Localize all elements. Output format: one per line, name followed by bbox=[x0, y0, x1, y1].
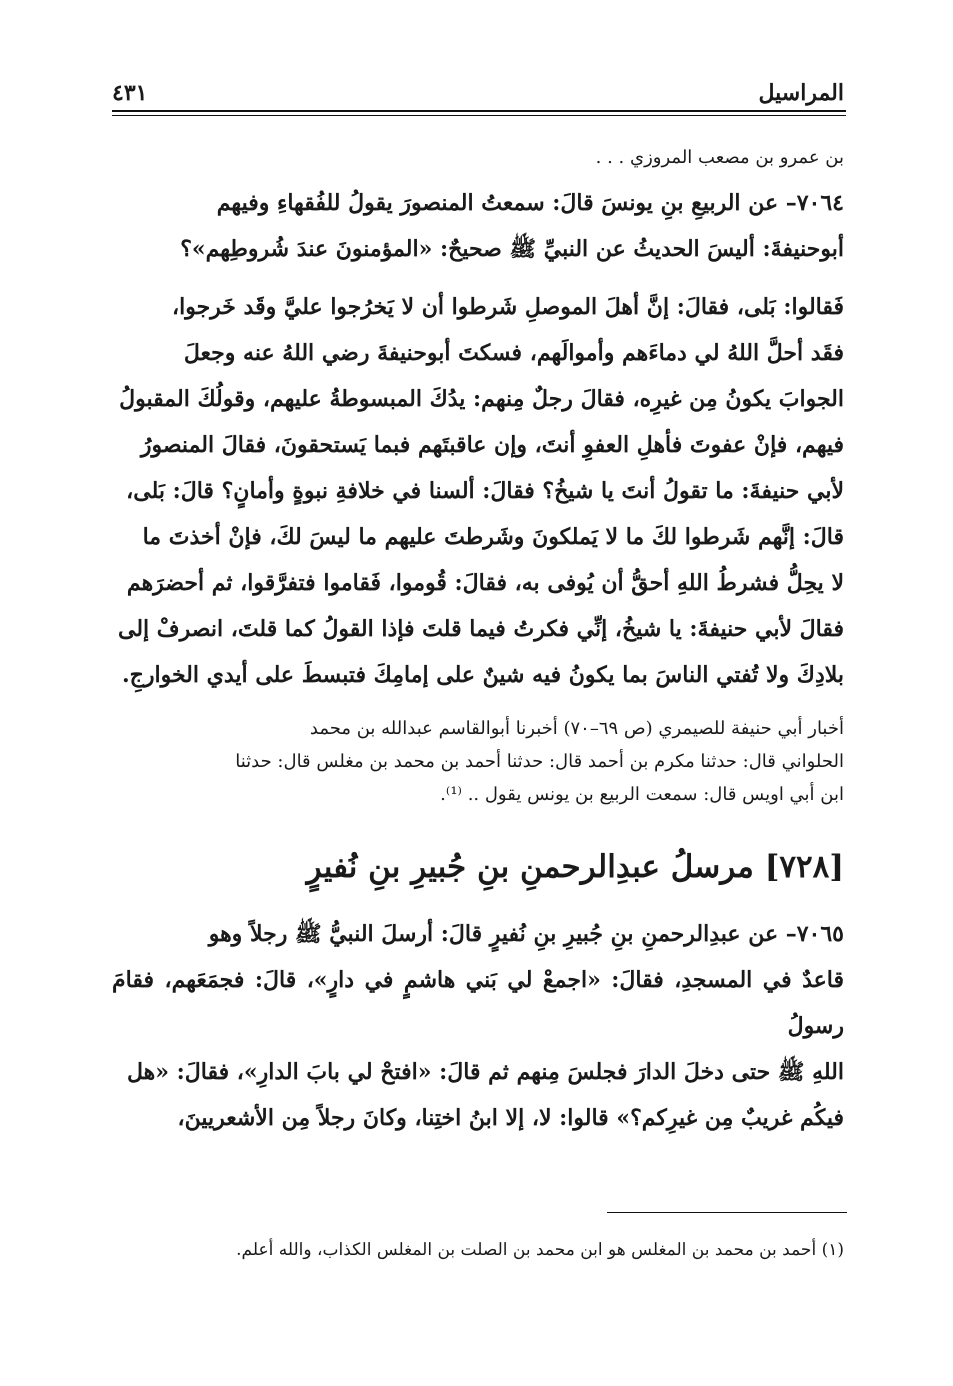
text-line: لأبي حنيفةَ: ما تقولُ أنتَ يا شيخُ؟ فقالَ: ألسنا في خلافةِ نبوةٍ وأمانٍ؟ قالَ: بَلى، bbox=[126, 478, 844, 504]
text-line: أبوحنيفةَ: أليسَ الحديثُ عن النبيِّ ﷺ صحيحٌ: «المؤمنونَ عندَ شُروطِهم»؟ bbox=[180, 236, 844, 262]
page-header bbox=[112, 76, 844, 106]
header-rule-thick bbox=[112, 110, 846, 112]
text-line: ٧٠٦٥– عن عبدِالرحمنِ بنِ جُبيرِ بنِ نُفيرٍ قالَ: أرسلَ النبيُّ ﷺ رجلاً وهو bbox=[208, 921, 844, 947]
footnote: (١) أحمد بن محمد بن المغلس هو ابن محمد بن الصلت بن المغلس الكذاب، والله أعلم. bbox=[236, 1240, 844, 1260]
text-line: الجوابَ يكونُ مِن غيرِه، فقالَ رجلٌ مِنهم: يدُكَ المبسوطةُ عليهم، وقولُكَ المقبولُ bbox=[119, 386, 844, 412]
text-line: فيكُم غريبٌ مِن غيرِكم؟» قالوا: لا، إلا ابنُ اختِنا، وكانَ رجلاً مِن الأشعريينَ، bbox=[177, 1105, 844, 1131]
text-line: فقَد أحلَّ اللهُ لي دماءَهم وأموالَهم، فسكتَ أبوحنيفةَ رضي اللهُ عنه وجعلَ bbox=[183, 340, 844, 366]
narration-line: ابن أبي اويس قال: سمعت الربيع بن يونس يقول .. ⁽¹⁾. bbox=[440, 784, 844, 805]
text-line: قالَ: إنَّهم شَرطوا لكَ ما لا يَملكونَ وشَرطتَ عليهم ما ليسَ لكَ، فإنْ أخذتَ ما bbox=[142, 524, 844, 550]
page-body bbox=[112, 140, 844, 1141]
text-line: بلادِكَ ولا تُفتي الناسَ بما يكونُ فيه شينٌ على إمامِكَ فتبسطَ على أيدي الخوارجِ. bbox=[122, 662, 844, 688]
continuation-line: بن عمرو بن مصعب المروزي . . . bbox=[595, 147, 844, 168]
chapter-heading: [٧٢٨] مرسلُ عبدِالرحمنِ بنِ جُبيرِ بنِ نُفيرٍ bbox=[306, 849, 844, 885]
footnote-separator bbox=[607, 1212, 847, 1213]
narration-line: أخبار أبي حنيفة للصيمري (ص ٦٩–٧٠) أخبرنا أبوالقاسم عبدالله بن محمد bbox=[309, 718, 844, 739]
header-rule-thin bbox=[112, 115, 846, 116]
text-line: فيهم، فإنْ عفوتَ فأهلِ العفوِ أنتَ، وإن عاقبتَهم فبما يَستحقونَ، فقالَ المنصورُ bbox=[140, 432, 844, 458]
hadith-7064-narration bbox=[112, 712, 844, 811]
text-line: اللهِ ﷺ حتى دخلَ الدارَ فجلسَ مِنهم ثم قالَ: «افتحْ لي بابَ الدارِ»، فقالَ: «هل bbox=[127, 1059, 844, 1085]
text-line: لا يحِلُّ فشرطُ اللهِ أحقُّ أن يُوفى به، فقالَ: قُوموا، فَقاموا فتفرَّقوا، ثم أحضرَهم bbox=[126, 570, 844, 596]
running-title: المراسيل bbox=[758, 80, 844, 106]
hadith-7064-story bbox=[112, 284, 844, 698]
page-number: ٤٣١ bbox=[112, 80, 148, 106]
hadith-7065 bbox=[112, 911, 844, 1141]
text-line: قاعدٌ في المسجدِ، فقالَ: «اجمعْ لي بَني هاشمٍ في دارٍ»، قالَ: فجمَعَهم، فقامَ رسولُ bbox=[112, 967, 844, 1039]
text-line: ٧٠٦٤– عن الربيعِ بنِ يونسَ قالَ: سمعتُ المنصورَ يقولُ للفُقهاءِ وفيهم bbox=[216, 190, 844, 216]
narration-line: الحلواني قال: حدثنا مكرم بن أحمد قال: حدثنا أحمد بن محمد بن مغلس قال: حدثنا bbox=[235, 751, 844, 772]
text-line: فَقالوا: بَلى، فقالَ: إنَّ أهلَ الموصلِ شَرطوا أن لا يَخرُجوا عليَّ وقَد خَرجوا، bbox=[171, 294, 844, 320]
text-line: فقالَ لأبي حنيفةَ: يا شيخُ، إنِّي فكرتُ فيما قلتَ فإذا القولُ كما قلتَ، انصرفْ إلى bbox=[118, 616, 844, 642]
hadith-7064-intro bbox=[112, 180, 844, 272]
